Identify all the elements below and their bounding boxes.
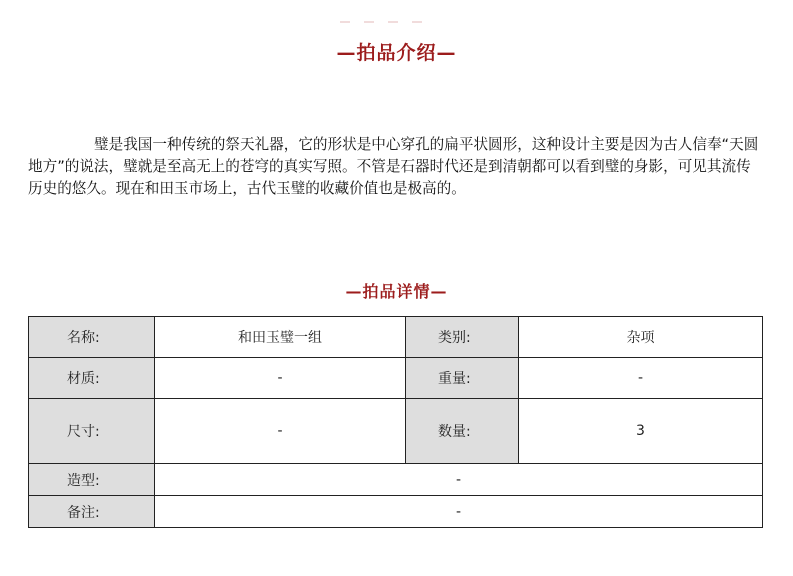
- top-decoration: [340, 8, 460, 16]
- name-value: 和田玉璧一组: [155, 317, 406, 358]
- size-label: 尺寸:: [29, 399, 155, 464]
- weight-label: 重量:: [406, 358, 519, 399]
- details-table: [28, 316, 763, 528]
- detail-title: —拍品详情—: [345, 282, 448, 301]
- table-row: [29, 464, 763, 496]
- table-row: [29, 358, 763, 399]
- shape-label: 造型:: [29, 464, 155, 496]
- material-label: 材质:: [29, 358, 155, 399]
- table-row: [29, 399, 763, 464]
- intro-title: —拍品介绍—: [336, 42, 457, 64]
- quantity-label: 数量:: [406, 399, 519, 464]
- category-label: 类别:: [406, 317, 519, 358]
- remark-label: 备注:: [29, 496, 155, 528]
- name-label: 名称:: [29, 317, 155, 358]
- remark-value: -: [155, 496, 763, 528]
- shape-value: -: [155, 464, 763, 496]
- category-value: 杂项: [519, 317, 763, 358]
- table-row: [29, 317, 763, 358]
- quantity-value: 3: [519, 399, 763, 464]
- table-row: [29, 496, 763, 528]
- size-value: -: [155, 399, 406, 464]
- intro-paragraph: 璧是我国一种传统的祭天礼器，它的形状是中心穿孔的扁平状圆形，这种设计主要是因为古人信奉“天圆地方”的说法，璧就是至高无上的苍穹的真实写照。不管是石器时代还是到清朝都可以看到璧的身影，可见其流传历史的悠久。现在和田玉市场上，古代玉璧的收藏价值也是极高的。: [28, 136, 759, 197]
- material-value: -: [155, 358, 406, 399]
- weight-value: -: [519, 358, 763, 399]
